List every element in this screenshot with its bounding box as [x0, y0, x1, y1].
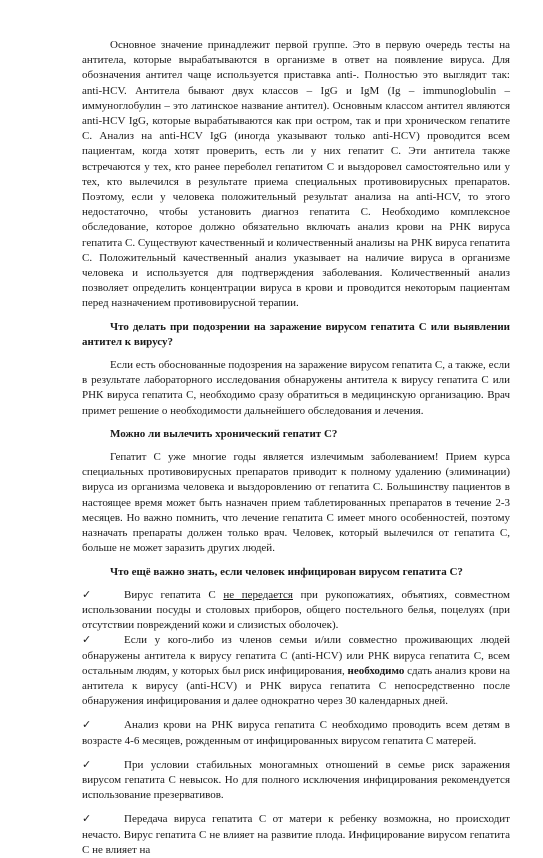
- bullet-text: Если у кого-либо из членов семьи и/или совместно проживающих людей обнаружены антитела к вирусу гепатита С (anti-HCV) или РНК вируса гепатита С, всем остальным людям, у которых был риск инфицирования,: [82, 634, 510, 677]
- bullet-children-testing: [82, 718, 510, 748]
- check-icon: ✓: [82, 813, 92, 826]
- bullet-text: Передача вируса гепатита С от матери к ребенку возможна, но происходит нечасто. Вирус гепатита С не влияет на развитие плода. Инфицирование вирусом гепатита С не влияет на: [82, 813, 510, 856]
- check-icon: ✓: [82, 634, 92, 647]
- bullet-monogamous: [82, 758, 510, 804]
- bullet-text: при рукопожатиях, объятиях, совместном использовании посуды и столовых приборов, общего постельного белья, поцелуях (при отсутствии повреждений кожи и слизистых оболочек).: [82, 588, 510, 632]
- bullet-text: Вирус гепатита С: [124, 588, 224, 601]
- heading-suspicion: Что делать при подозрении на заражение вирусом гепатита С или выявлении антител к вирусу?: [82, 320, 510, 348]
- bullet-not-transmitted: [82, 588, 510, 634]
- paragraph-suspicion: Если есть обоснованные подозрения на заражение вирусом гепатита С, а также, если в результате лабораторного исследования обнаружены антитела к вирусу гепатита С или РНК вируса гепатита С, необходимо сразу обратиться в медицинскую организацию. Врач примет решение о необходимости дальнейшего обследования и лечения.: [82, 359, 510, 417]
- check-icon: ✓: [82, 719, 92, 732]
- check-icon: ✓: [82, 758, 92, 771]
- paragraph-cure: Гепатит С уже многие годы является излечимым заболеванием! Прием курса специальных противовирусных препаратов приводит к полному удалению (элиминации) вируса из организма человека и выздоровлению от гепатита С. Большинству пациентов в настоящее время может быть назначен прием таблетированных препаратов в течение 2-3 месяцев. Но важно помнить, что лечение гепатита С имеет много особенностей, поэтому назначать препараты должен только врач. Человек, который вылечился от гепатита С, больше не может заразить других людей.: [82, 451, 510, 555]
- bullet-text: сдать анализ крови на антитела к вирусу (anti-HCV) и РНК вируса гепатита С непосредственно после обнаружения инфицирования и далее однократно через 30 календарных дней.: [82, 664, 510, 708]
- heading-important: Что ещё важно знать, если человек инфицирован вирусом гепатита С?: [110, 565, 463, 578]
- heading-cure: Можно ли вылечить хронический гепатит С?: [110, 427, 338, 440]
- check-icon: ✓: [82, 588, 92, 601]
- bullet-family-testing: [82, 633, 510, 709]
- bullet-text: При условии стабильных моногамных отношений в семье риск заражения вирусом гепатита С невысок. Но для полного исключения инфицирования рекомендуется использование презервативов.: [82, 758, 510, 802]
- paragraph-antibody-tests: Основное значение принадлежит первой группе. Это в первую очередь тесты на антитела, которые вырабатываются в организме в ответ на появление вируса. Для обозначения антител чаще используется приставка anti-. Полностью это выглядит так: anti-HCV. Антитела бывают двух классов – IgG и IgM (Ig – immunoglobulin – иммуноглобулин – это латинское название антител). Основным классом антител являются anti-HCV IgG, которые вырабатываются как при остром, так и при хроническом гепатите С. Анализ на anti-HCV IgG (иногда указывают только anti-HCV) проводится всем пациентам, когда хотят проверить, есть ли у них гепатит С. Эти антитела также встречаются у тех, кто ранее переболел гепатитом С и выздоровел самостоятельно или у тех, кто вылечился в результате приема специальных противовирусных препаратов. Поэтому, если у человека положительный результат анализа на anti-HCV, то этого недостаточно, чтобы установить диагноз гепатита С. Необходимо комплексное обследование, которое должно обязательно включать анализ крови на РНК вируса гепатита С. Существуют качественный и количественный анализы на РНК вируса гепатита С. Положительный качественный анализ указывает на наличие вируса в организме человека и используется для подтверждения заболевания. Количественный анализ позволяет определить концентрации вируса в крови и проводится некоторым пациентам перед назначением противовирусной терапии.: [82, 39, 510, 310]
- bullet-bold-text: необходимо: [347, 664, 405, 677]
- bullet-underlined-text: не передается: [223, 588, 293, 601]
- bullet-mother-child: [82, 812, 510, 858]
- bullet-text: Анализ крови на РНК вируса гепатита С необходимо проводить всем детям в возрасте 4-6 месяцев, рожденным от инфицированных вирусом гепатита С матерей.: [82, 719, 510, 747]
